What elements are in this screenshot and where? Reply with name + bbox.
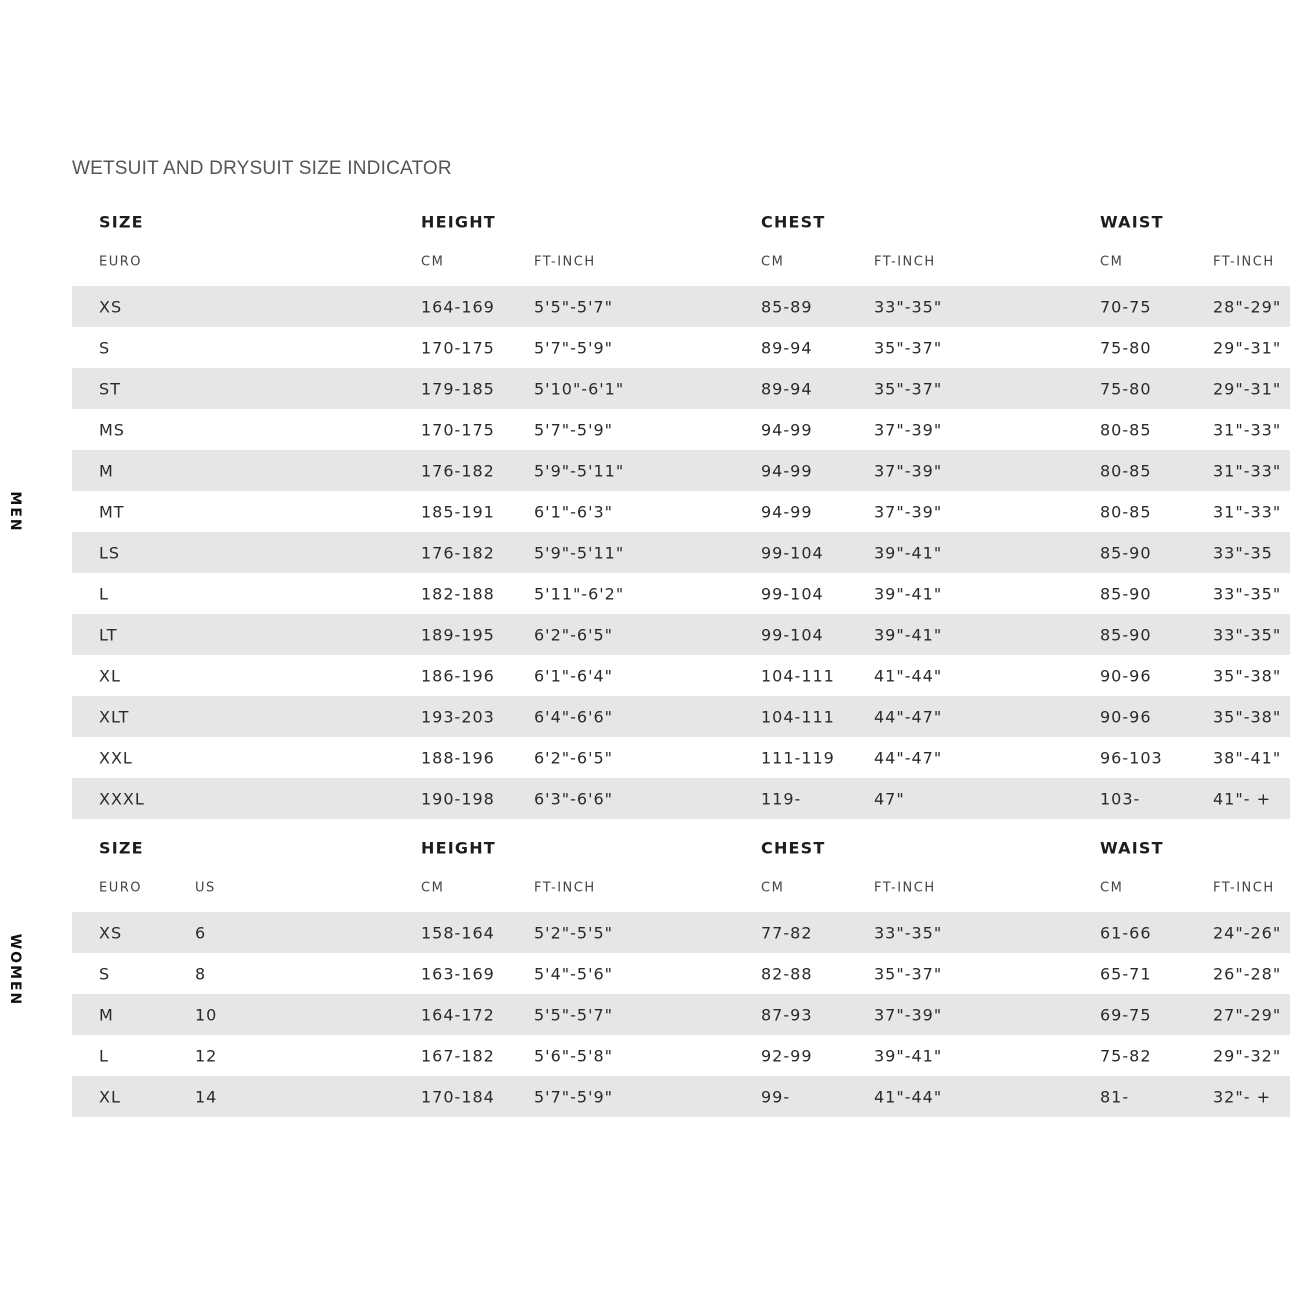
table-row (72, 532, 1290, 573)
chest-cm-cell: 89-94 (761, 379, 813, 398)
table-row (72, 409, 1290, 450)
euro-size-cell: L (99, 584, 109, 603)
waist-cm-cell: 90-96 (1100, 707, 1152, 726)
height-ft-cell: 5'9"-5'11" (534, 461, 625, 480)
euro-subheader: EURO (99, 254, 142, 270)
table-row (72, 778, 1290, 819)
height-cm-cell: 189-195 (421, 625, 495, 644)
waist-ft-cell: 35"-38" (1213, 707, 1282, 726)
waist-ft-subheader: FT-INCH (1213, 880, 1275, 896)
waist-cm-cell: 75-80 (1100, 338, 1152, 357)
chest-ft-subheader: FT-INCH (874, 254, 936, 270)
us-size-cell: 10 (195, 1005, 218, 1024)
height-cm-cell: 188-196 (421, 748, 495, 767)
chest-ft-cell: 47" (874, 789, 905, 808)
size-header: SIZE (99, 838, 144, 857)
chest-ft-cell: 33"-35" (874, 923, 943, 942)
women-side-label: WOMEN (7, 933, 23, 1007)
waist-cm-cell: 85-90 (1100, 625, 1152, 644)
height-cm-subheader: CM (421, 254, 445, 270)
chest-cm-cell: 94-99 (761, 502, 813, 521)
height-cm-cell: 179-185 (421, 379, 495, 398)
height-ft-cell: 6'4"-6'6" (534, 707, 614, 726)
chest-ft-cell: 44"-47" (874, 748, 943, 767)
chest-ft-cell: 39"-41" (874, 543, 943, 562)
waist-ft-subheader: FT-INCH (1213, 254, 1275, 270)
height-ft-cell: 5'11"-6'2" (534, 584, 625, 603)
euro-size-cell: L (99, 1046, 109, 1065)
height-cm-cell: 164-169 (421, 297, 495, 316)
chest-cm-subheader: CM (761, 254, 785, 270)
women-subheader-row (72, 864, 1290, 912)
table-row (72, 573, 1290, 614)
women-size-table (72, 831, 1290, 1117)
chest-cm-cell: 94-99 (761, 420, 813, 439)
height-cm-cell: 182-188 (421, 584, 495, 603)
waist-ft-cell: 31"-33" (1213, 420, 1282, 439)
chest-cm-cell: 94-99 (761, 461, 813, 480)
chest-cm-cell: 99- (761, 1087, 791, 1106)
chest-cm-cell: 111-119 (761, 748, 835, 767)
table-row (72, 994, 1290, 1035)
height-cm-subheader: CM (421, 880, 445, 896)
waist-cm-cell: 85-90 (1100, 584, 1152, 603)
waist-cm-cell: 70-75 (1100, 297, 1152, 316)
chest-header: CHEST (761, 212, 826, 231)
height-cm-cell: 176-182 (421, 543, 495, 562)
waist-ft-cell: 38"-41" (1213, 748, 1282, 767)
waist-ft-cell: 35"-38" (1213, 666, 1282, 685)
waist-ft-cell: 24"-26" (1213, 923, 1282, 942)
table-row (72, 696, 1290, 737)
height-header: HEIGHT (421, 838, 496, 857)
table-row (72, 491, 1290, 532)
waist-ft-cell: 41"- + (1213, 789, 1271, 808)
chest-ft-cell: 37"-39" (874, 1005, 943, 1024)
men-side-label: MEN (7, 491, 23, 533)
euro-size-cell: XXXL (99, 789, 145, 808)
waist-ft-cell: 33"-35 (1213, 543, 1273, 562)
chest-cm-cell: 119- (761, 789, 802, 808)
height-cm-cell: 176-182 (421, 461, 495, 480)
height-ft-cell: 5'7"-5'9" (534, 1087, 614, 1106)
height-cm-cell: 193-203 (421, 707, 495, 726)
waist-ft-cell: 31"-33" (1213, 461, 1282, 480)
euro-size-cell: M (99, 1005, 114, 1024)
euro-size-cell: XXL (99, 748, 133, 767)
height-ft-cell: 5'4"-5'6" (534, 964, 614, 983)
chest-ft-cell: 41"-44" (874, 1087, 943, 1106)
waist-cm-cell: 65-71 (1100, 964, 1152, 983)
height-ft-cell: 6'2"-6'5" (534, 625, 614, 644)
euro-size-cell: XL (99, 1087, 121, 1106)
women-header-row (72, 831, 1290, 864)
waist-cm-subheader: CM (1100, 254, 1124, 270)
euro-size-cell: LS (99, 543, 121, 562)
height-cm-cell: 170-175 (421, 420, 495, 439)
waist-cm-cell: 103- (1100, 789, 1141, 808)
chest-cm-cell: 89-94 (761, 338, 813, 357)
height-ft-subheader: FT-INCH (534, 880, 596, 896)
chest-cm-cell: 104-111 (761, 666, 835, 685)
chest-ft-cell: 39"-41" (874, 584, 943, 603)
waist-ft-cell: 26"-28" (1213, 964, 1282, 983)
chest-header: CHEST (761, 838, 826, 857)
waist-ft-cell: 32"- + (1213, 1087, 1271, 1106)
height-cm-cell: 185-191 (421, 502, 495, 521)
table-row (72, 1076, 1290, 1117)
chest-cm-cell: 77-82 (761, 923, 813, 942)
euro-size-cell: LT (99, 625, 118, 644)
table-row (72, 614, 1290, 655)
men-table-body (72, 286, 1290, 819)
chest-ft-cell: 35"-37" (874, 338, 943, 357)
waist-ft-cell: 33"-35" (1213, 625, 1282, 644)
euro-size-cell: ST (99, 379, 121, 398)
height-cm-cell: 190-198 (421, 789, 495, 808)
chest-cm-subheader: CM (761, 880, 785, 896)
waist-ft-cell: 28"-29" (1213, 297, 1282, 316)
waist-cm-cell: 80-85 (1100, 461, 1152, 480)
waist-cm-cell: 80-85 (1100, 420, 1152, 439)
height-ft-cell: 5'2"-5'5" (534, 923, 614, 942)
euro-size-cell: MT (99, 502, 125, 521)
height-ft-cell: 5'9"-5'11" (534, 543, 625, 562)
euro-size-cell: XL (99, 666, 121, 685)
waist-cm-cell: 75-82 (1100, 1046, 1152, 1065)
chest-ft-cell: 44"-47" (874, 707, 943, 726)
waist-cm-cell: 90-96 (1100, 666, 1152, 685)
euro-size-cell: XS (99, 923, 123, 942)
waist-cm-subheader: CM (1100, 880, 1124, 896)
table-row (72, 327, 1290, 368)
women-table-body (72, 912, 1290, 1117)
waist-ft-cell: 29"-31" (1213, 338, 1282, 357)
chest-ft-cell: 37"-39" (874, 502, 943, 521)
chest-cm-cell: 92-99 (761, 1046, 813, 1065)
height-ft-cell: 6'2"-6'5" (534, 748, 614, 767)
men-subheader-row (72, 238, 1290, 286)
table-row (72, 953, 1290, 994)
us-size-cell: 8 (195, 964, 207, 983)
chest-cm-cell: 82-88 (761, 964, 813, 983)
height-ft-cell: 5'7"-5'9" (534, 338, 614, 357)
height-cm-cell: 170-184 (421, 1087, 495, 1106)
height-ft-cell: 5'6"-5'8" (534, 1046, 614, 1065)
height-cm-cell: 163-169 (421, 964, 495, 983)
height-ft-cell: 6'3"-6'6" (534, 789, 614, 808)
us-size-cell: 14 (195, 1087, 218, 1106)
chest-cm-cell: 85-89 (761, 297, 813, 316)
waist-cm-cell: 69-75 (1100, 1005, 1152, 1024)
waist-cm-cell: 85-90 (1100, 543, 1152, 562)
chest-ft-cell: 37"-39" (874, 420, 943, 439)
height-header: HEIGHT (421, 212, 496, 231)
waist-ft-cell: 31"-33" (1213, 502, 1282, 521)
chest-ft-cell: 35"-37" (874, 379, 943, 398)
height-ft-cell: 5'5"-5'7" (534, 297, 614, 316)
euro-size-cell: S (99, 964, 111, 983)
euro-size-cell: XS (99, 297, 123, 316)
waist-cm-cell: 96-103 (1100, 748, 1163, 767)
table-row (72, 1035, 1290, 1076)
waist-cm-cell: 61-66 (1100, 923, 1152, 942)
euro-size-cell: S (99, 338, 111, 357)
chest-ft-cell: 39"-41" (874, 625, 943, 644)
height-ft-cell: 6'1"-6'4" (534, 666, 614, 685)
table-row (72, 737, 1290, 778)
waist-ft-cell: 29"-32" (1213, 1046, 1282, 1065)
us-size-cell: 6 (195, 923, 207, 942)
chest-ft-cell: 35"-37" (874, 964, 943, 983)
us-subheader: US (195, 880, 216, 896)
waist-header: WAIST (1100, 838, 1164, 857)
chest-ft-cell: 37"-39" (874, 461, 943, 480)
height-cm-cell: 170-175 (421, 338, 495, 357)
waist-header: WAIST (1100, 212, 1164, 231)
men-header-row (72, 205, 1290, 238)
euro-subheader: EURO (99, 880, 142, 896)
waist-ft-cell: 27"-29" (1213, 1005, 1282, 1024)
height-ft-subheader: FT-INCH (534, 254, 596, 270)
waist-cm-cell: 81- (1100, 1087, 1130, 1106)
men-size-table (72, 205, 1290, 819)
waist-cm-cell: 80-85 (1100, 502, 1152, 521)
table-row (72, 368, 1290, 409)
euro-size-cell: MS (99, 420, 125, 439)
waist-cm-cell: 75-80 (1100, 379, 1152, 398)
height-ft-cell: 5'7"-5'9" (534, 420, 614, 439)
euro-size-cell: XLT (99, 707, 130, 726)
height-ft-cell: 5'10"-6'1" (534, 379, 625, 398)
chest-cm-cell: 104-111 (761, 707, 835, 726)
height-cm-cell: 164-172 (421, 1005, 495, 1024)
table-row (72, 450, 1290, 491)
height-cm-cell: 158-164 (421, 923, 495, 942)
chest-ft-cell: 41"-44" (874, 666, 943, 685)
height-cm-cell: 167-182 (421, 1046, 495, 1065)
chest-cm-cell: 87-93 (761, 1005, 813, 1024)
size-header: SIZE (99, 212, 144, 231)
table-row (72, 286, 1290, 327)
height-cm-cell: 186-196 (421, 666, 495, 685)
euro-size-cell: M (99, 461, 114, 480)
page-title: WETSUIT AND DRYSUIT SIZE INDICATOR (72, 158, 452, 179)
us-size-cell: 12 (195, 1046, 218, 1065)
table-row (72, 912, 1290, 953)
table-row (72, 655, 1290, 696)
waist-ft-cell: 29"-31" (1213, 379, 1282, 398)
chest-cm-cell: 99-104 (761, 625, 824, 644)
chest-cm-cell: 99-104 (761, 543, 824, 562)
waist-ft-cell: 33"-35" (1213, 584, 1282, 603)
chest-ft-subheader: FT-INCH (874, 880, 936, 896)
chest-cm-cell: 99-104 (761, 584, 824, 603)
chest-ft-cell: 33"-35" (874, 297, 943, 316)
height-ft-cell: 6'1"-6'3" (534, 502, 614, 521)
chest-ft-cell: 39"-41" (874, 1046, 943, 1065)
height-ft-cell: 5'5"-5'7" (534, 1005, 614, 1024)
